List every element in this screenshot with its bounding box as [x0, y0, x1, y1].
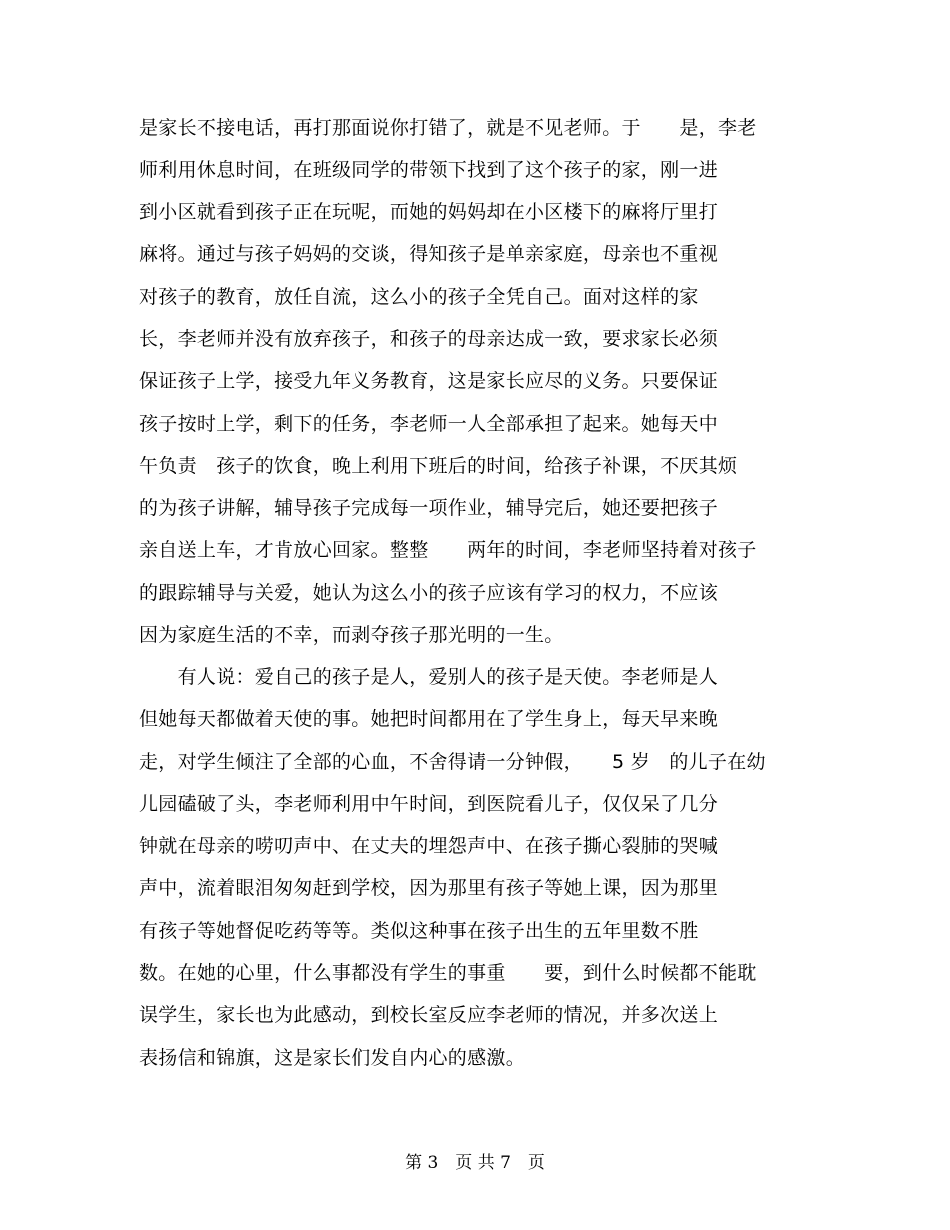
text-line: 到小区就看到孩子正在玩呢，而她的妈妈却在小区楼下的麻将厅里打: [139, 201, 719, 223]
text-line: 师利用休息时间，在班级同学的带领下找到了这个孩子的家，刚一进: [139, 159, 719, 181]
text-line: 数。在她的心里，什么事都没有学生的事重 要，到什么时候都不能耽: [139, 962, 757, 984]
text-line: 孩子按时上学，剩下的任务，李老师一人全部承担了起来。她每天中: [139, 413, 719, 435]
text-line: 因为家庭生活的不幸，而剥夺孩子那光明的一生。: [139, 624, 564, 646]
text-line: 声中，流着眼泪匆匆赶到学校，因为那里有孩子等她上课，因为那里: [139, 877, 719, 899]
text-line: 钟就在母亲的唠叨声中、在丈夫的埋怨声中、在孩子撕心裂肺的哭喊: [139, 835, 719, 857]
text-line: 麻将。通过与孩子妈妈的交谈，得知孩子是单亲家庭，母亲也不重视: [139, 243, 719, 265]
text-line: 的跟踪辅导与关爱，她认为这么小的孩子应该有学习的权力，不应该: [139, 582, 719, 604]
text-line: 走，对学生倾注了全部的心血，不舍得请一分钟假， 5 岁 的儿子在幼: [139, 751, 766, 773]
text-line: 表扬信和锦旗，这是家长们发自内心的感激。: [139, 1047, 526, 1069]
text-line: 有人说：爱自己的孩子是人，爱别人的孩子是天使。李老师是人: [139, 666, 719, 688]
text-line: 的为孩子讲解，辅导孩子完成每一项作业，辅导完后，她还要把孩子: [139, 497, 719, 519]
text-line: 有孩子等她督促吃药等等。类似这种事在孩子出生的五年里数不胜: [139, 920, 699, 942]
text-line: 对孩子的教育，放任自流，这么小的孩子全凭自己。面对这样的家: [139, 286, 699, 308]
text-line: 儿园磕破了头，李老师利用中午时间，到医院看儿子，仅仅呆了几分: [139, 793, 719, 815]
text-line: 保证孩子上学，接受九年义务教育，这是家长应尽的义务。只要保证: [139, 370, 719, 392]
text-line: 误学生，家长也为此感动，到校长室反应李老师的情况，并多次送上: [139, 1004, 719, 1026]
page-number-footer: 第 3 页 共 7 页: [405, 1153, 545, 1173]
text-line: 午负责 孩子的饮食，晚上利用下班后的时间，给孩子补课，不厌其烦: [139, 455, 738, 477]
text-line: 是家长不接电话，再打那面说你打错了，就是不见老师。于 是，李老: [139, 117, 757, 139]
text-line: 亲自送上车，才肯放心回家。整整 两年的时间，李老师坚持着对孩子: [139, 539, 757, 561]
text-line: 但她每天都做着天使的事。她把时间都用在了学生身上，每天早来晚: [139, 708, 719, 730]
text-line: 长，李老师并没有放弃孩子，和孩子的母亲达成一致，要求家长必须: [139, 328, 719, 350]
